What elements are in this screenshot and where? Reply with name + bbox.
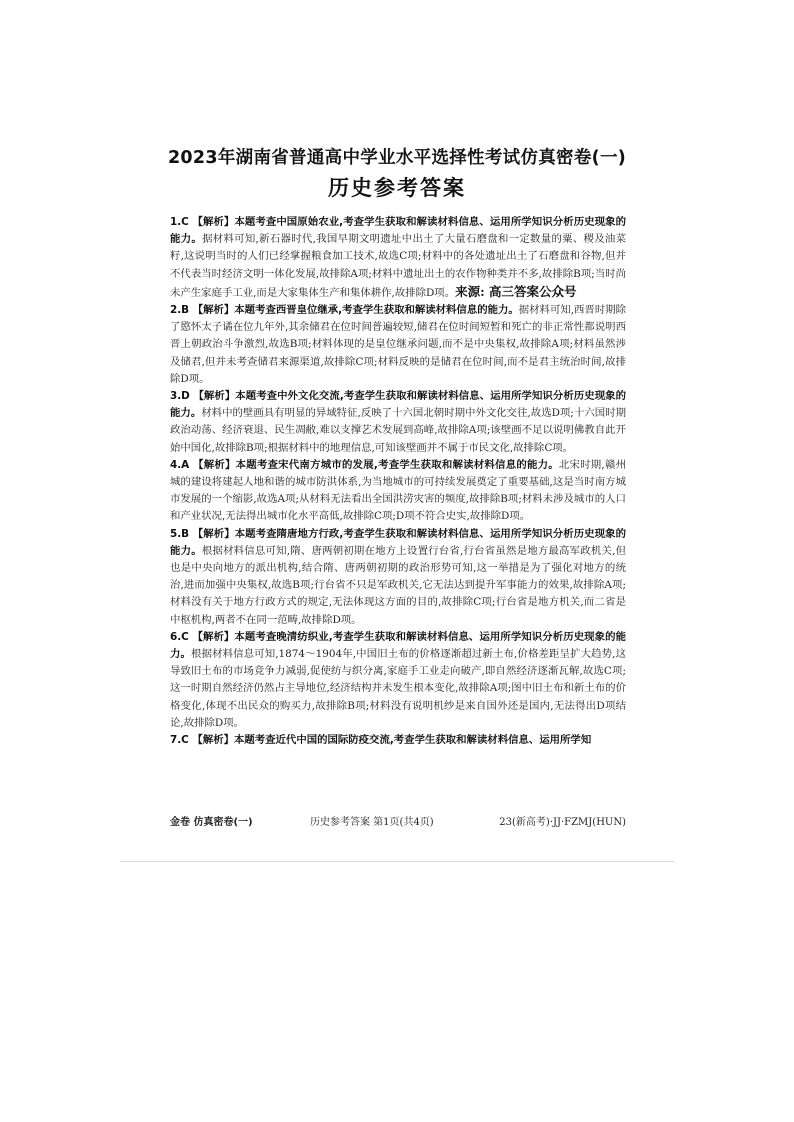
page-footer (170, 813, 626, 829)
page-divider (120, 861, 674, 862)
answer-item-1 (170, 214, 626, 302)
answer-item-5 (170, 526, 626, 629)
answer-item-6 (170, 629, 626, 732)
answer-item-3 (170, 388, 626, 457)
answer-item-2 (170, 302, 626, 388)
answer-item-1-body: 据材料可知,新石器时代,我国早期文明遗址中出土了大量石磨盘和一定数量的粟、稷及油菜籽,这说明当时的人们已经掌握粮食加工技术,故选C项;材料中的各处遗址出土了石磨盘和谷物,但并不代表当时经济文明一体化发展,故排除A项;材料中遗址出土的农作物种类并不多,故排除B项;当时尚未产生家庭手工业,而是大家集体生产和集体耕作,故排除D项。 (170, 233, 626, 299)
answer-title: 历史参考答案 (328, 176, 466, 200)
answer-item-1-head: 1.C 【解析】本题考查中国原始农业,考查学生获取和解读材料信息、运用所学知识分析历史现象的能力。 (170, 216, 626, 246)
answer-item-2-head: 2.B 【解析】本题考查西晋皇位继承,考查学生获取和解读材料信息的能力。 (170, 304, 519, 317)
exam-title: 2023年湖南省普通高中学业水平选择性考试仿真密卷(一) (167, 148, 627, 168)
source-note: 来源: 高三答案公众号 (455, 283, 577, 299)
footer-series: 金卷 仿真密卷(一) (170, 817, 253, 828)
answer-item-6-body: 根据材料信息可知,1874～1904年,中国旧土布的价格逐渐超过新土布,价格差距呈扩大趋势,这导致旧土布的市场竞争力减弱,促使纺与织分离,家庭手工业走向破产,即自然经济逐渐瓦解,故选C项;这一时期自然经济仍然占主导地位,经济结构并未发生根本变化,故排除A项;图中旧土布和新土布的价格变化,体现不出民众的购买力,故排除B项;材料没有说明机纱是来自国外还是国内,无法得出D项结论,故排除D项。 (170, 648, 626, 729)
answer-item-5-body: 根据材料信息可知,隋、唐两朝初期在地方上设置行台省,行台省虽然是地方最高军政机关,但也是中央向地方的派出机构,结合隋、唐两朝初期的政治形势可知,这一举措是为了强化对地方的统治,进而加强中央集权,故选B项;行台省不只是军政机关,它无法达到提升军事能力的效果,故排除A项;材料没有关于地方行政方式的规定,无法体现这方面的目的,故排除C项;行台省是地方机关,而二省是中枢机构,两者不在同一范畴,故排除D项。 (170, 544, 627, 626)
answer-item-2-body: 据材料可知,西晋时期除了愍怀太子谲在位九年外,其余储君在位时间普遍较短,储君在位时间短暂和死亡的非正常性都说明西晋上朝政治斗争激烈,故选B项;材料体现的是皇位继承问题,而不是中央集权,故排除A项;材料虽然涉及储君,但并未考查储君来源渠道,故排除C项;材料反映的是储君在位时间,而不是君主统治时间,故排除D项。 (170, 304, 626, 385)
answer-item-4 (170, 457, 626, 526)
answer-item-3-body: 材料中的壁画具有明显的异域特征,反映了十六国北朝时期中外文化交往,故选D项;十六国时期政治动荡、经济衰退、民生凋敝,难以支撑艺术发展到高峰,故排除A项;该壁画不足以说明佛教自此开始中国化,故排除B项;根据材料中的地理信息,可知该壁画并不属于市民文化,故排除C项。 (170, 407, 626, 454)
answer-item-3-head: 3.D 【解析】本题考查中外文化交流,考查学生获取和解读材料信息、运用所学知识分析历史现象的能力。 (170, 390, 626, 420)
answer-item-6-head: 6.C 【解析】本题考查晚清纺织业,考查学生获取和解读材料信息、运用所学知识分析历史现象的能力。 (170, 630, 626, 661)
answer-list (170, 214, 626, 749)
answer-item-5-head: 5.B 【解析】本题考查隋唐地方行政,考查学生获取和解读材料信息、运用所学知识分析历史现象的能力。 (170, 527, 626, 557)
footer-code: 23(新高考)·JJ·FZMJ(HUN) (499, 817, 626, 828)
footer-page-number: 历史参考答案 第1页(共4页) (310, 817, 434, 828)
answer-item-4-body: 北宋时期,赣州城的建设将建起人地和谐的城市防洪体系,为当地城市的可持续发展奠定了重要基础,这是当时南方城市发展的一个缩影,故选A项;从材料无法看出全国洪涝灾害的频度,故排除B项;材料未涉及城市的人口和产业状况,无法得出城市化水平高低,故排除C项;D项不符合史实,故排除D项。 (170, 458, 626, 523)
answer-item-7 (170, 732, 626, 749)
answer-item-4-head: 4.A 【解析】本题考查宋代南方城市的发展,考查学生获取和解读材料信息的能力。 (170, 458, 559, 471)
answer-item-7-head: 7.C 【解析】本题考查近代中国的国际防疫交流,考查学生获取和解读材料信息、运用所学知 (170, 734, 592, 747)
